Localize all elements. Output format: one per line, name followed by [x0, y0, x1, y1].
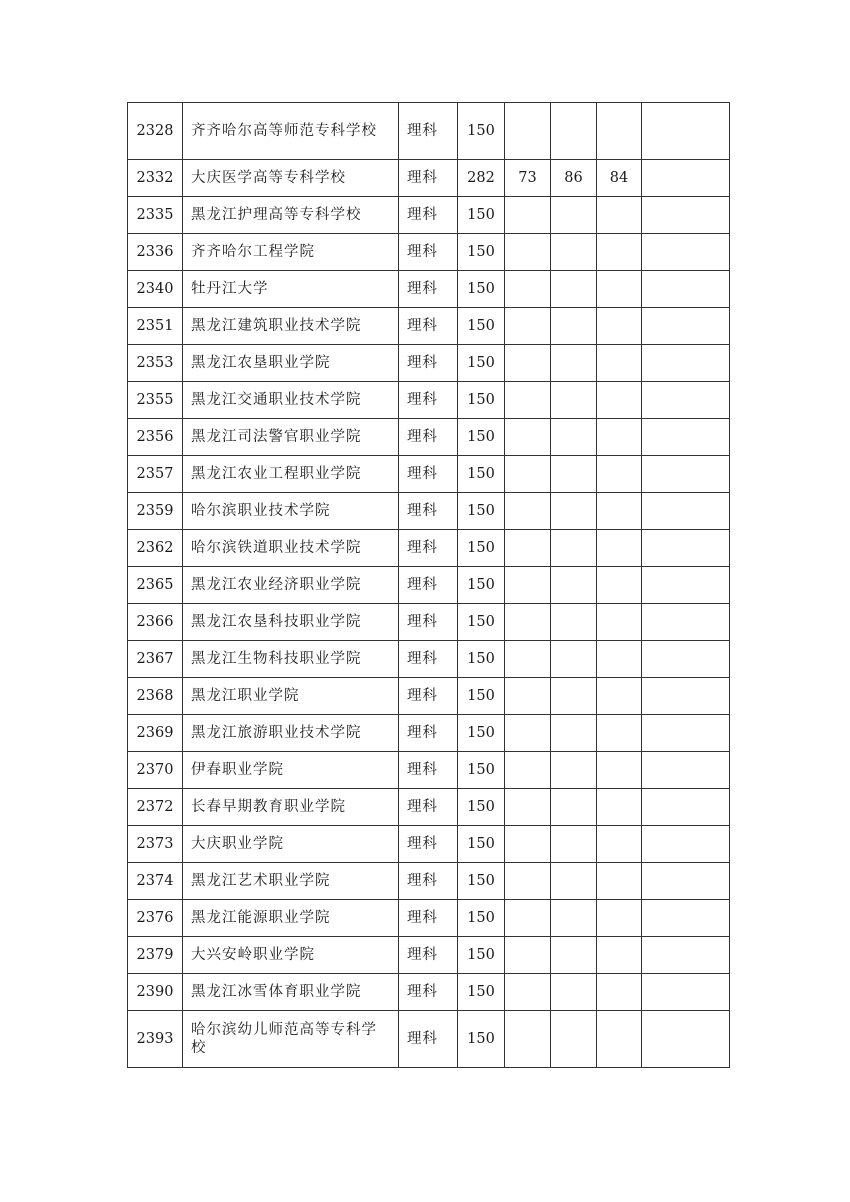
- school-code: 2366: [128, 604, 183, 641]
- value-cell-2: [551, 604, 597, 641]
- value-cell-4: [642, 604, 730, 641]
- table-row: [128, 103, 730, 160]
- score-cell: 150: [458, 678, 505, 715]
- value-cell-2: [551, 1011, 597, 1068]
- value-cell-3: [597, 197, 642, 234]
- table-row: [128, 456, 730, 493]
- table-row: [128, 197, 730, 234]
- table-row: [128, 641, 730, 678]
- school-name: 牡丹江大学: [183, 271, 399, 308]
- school-code: 2374: [128, 863, 183, 900]
- score-cell: 150: [458, 715, 505, 752]
- value-cell-1: [505, 826, 551, 863]
- school-name: 黑龙江艺术职业学院: [183, 863, 399, 900]
- value-cell-1: [505, 308, 551, 345]
- table-row: [128, 382, 730, 419]
- value-cell-1: [505, 789, 551, 826]
- value-cell-1: [505, 604, 551, 641]
- school-name: 哈尔滨幼儿师范高等专科学校: [183, 1011, 399, 1068]
- school-code: 2357: [128, 456, 183, 493]
- value-cell-3: [597, 1011, 642, 1068]
- table-row: [128, 826, 730, 863]
- subject-type: 理科: [399, 826, 458, 863]
- subject-type: 理科: [399, 715, 458, 752]
- score-cell: 150: [458, 197, 505, 234]
- value-cell-3: [597, 456, 642, 493]
- school-code: 2369: [128, 715, 183, 752]
- score-cell: 150: [458, 456, 505, 493]
- value-cell-3: [597, 271, 642, 308]
- table-row: [128, 308, 730, 345]
- score-cell: 150: [458, 530, 505, 567]
- school-name: 黑龙江能源职业学院: [183, 900, 399, 937]
- value-cell-1: [505, 456, 551, 493]
- value-cell-1: [505, 419, 551, 456]
- school-code: 2335: [128, 197, 183, 234]
- value-cell-3: [597, 678, 642, 715]
- value-cell-1: [505, 271, 551, 308]
- value-cell-1: [505, 678, 551, 715]
- value-cell-4: [642, 752, 730, 789]
- value-cell-3: [597, 974, 642, 1011]
- school-code: 2355: [128, 382, 183, 419]
- school-code: 2367: [128, 641, 183, 678]
- score-cell: 150: [458, 1011, 505, 1068]
- value-cell-4: [642, 456, 730, 493]
- value-cell-2: [551, 271, 597, 308]
- value-cell-2: [551, 863, 597, 900]
- table-row: [128, 345, 730, 382]
- value-cell-2: [551, 900, 597, 937]
- subject-type: 理科: [399, 271, 458, 308]
- value-cell-2: [551, 826, 597, 863]
- value-cell-3: [597, 863, 642, 900]
- value-cell-2: [551, 197, 597, 234]
- value-cell-1: [505, 345, 551, 382]
- value-cell-1: [505, 937, 551, 974]
- school-name: 黑龙江农业经济职业学院: [183, 567, 399, 604]
- subject-type: 理科: [399, 493, 458, 530]
- school-name: 黑龙江冰雪体育职业学院: [183, 974, 399, 1011]
- subject-type: 理科: [399, 863, 458, 900]
- value-cell-2: [551, 641, 597, 678]
- value-cell-3: [597, 567, 642, 604]
- value-cell-3: [597, 234, 642, 271]
- value-cell-2: [551, 974, 597, 1011]
- score-cell: 282: [458, 160, 505, 197]
- value-cell-4: [642, 530, 730, 567]
- school-name: 黑龙江生物科技职业学院: [183, 641, 399, 678]
- value-cell-4: [642, 567, 730, 604]
- value-cell-4: [642, 103, 730, 160]
- score-cell: 150: [458, 308, 505, 345]
- table-row: [128, 789, 730, 826]
- school-code: 2340: [128, 271, 183, 308]
- value-cell-1: [505, 715, 551, 752]
- score-cell: 150: [458, 382, 505, 419]
- value-cell-2: [551, 530, 597, 567]
- school-code: 2353: [128, 345, 183, 382]
- table-row: [128, 900, 730, 937]
- table-row: [128, 160, 730, 197]
- score-cell: 150: [458, 103, 505, 160]
- admission-score-table: [127, 102, 730, 1068]
- value-cell-2: 86: [551, 160, 597, 197]
- subject-type: 理科: [399, 678, 458, 715]
- value-cell-3: [597, 641, 642, 678]
- value-cell-4: [642, 197, 730, 234]
- subject-type: 理科: [399, 197, 458, 234]
- value-cell-2: [551, 789, 597, 826]
- subject-type: 理科: [399, 103, 458, 160]
- subject-type: 理科: [399, 160, 458, 197]
- value-cell-3: [597, 826, 642, 863]
- table-row: [128, 1011, 730, 1068]
- subject-type: 理科: [399, 234, 458, 271]
- score-cell: 150: [458, 974, 505, 1011]
- value-cell-1: [505, 974, 551, 1011]
- subject-type: 理科: [399, 937, 458, 974]
- value-cell-1: [505, 752, 551, 789]
- subject-type: 理科: [399, 456, 458, 493]
- value-cell-3: [597, 789, 642, 826]
- value-cell-2: [551, 234, 597, 271]
- school-code: 2328: [128, 103, 183, 160]
- value-cell-4: [642, 789, 730, 826]
- value-cell-4: [642, 900, 730, 937]
- school-code: 2370: [128, 752, 183, 789]
- value-cell-2: [551, 456, 597, 493]
- value-cell-2: [551, 567, 597, 604]
- score-cell: 150: [458, 567, 505, 604]
- school-name: 黑龙江农垦职业学院: [183, 345, 399, 382]
- score-cell: 150: [458, 641, 505, 678]
- school-code: 2372: [128, 789, 183, 826]
- value-cell-2: [551, 715, 597, 752]
- school-name: 哈尔滨铁道职业技术学院: [183, 530, 399, 567]
- school-code: 2332: [128, 160, 183, 197]
- value-cell-3: [597, 900, 642, 937]
- subject-type: 理科: [399, 345, 458, 382]
- value-cell-3: [597, 382, 642, 419]
- score-cell: 150: [458, 752, 505, 789]
- school-code: 2359: [128, 493, 183, 530]
- school-name: 齐齐哈尔工程学院: [183, 234, 399, 271]
- subject-type: 理科: [399, 900, 458, 937]
- school-code: 2336: [128, 234, 183, 271]
- value-cell-3: [597, 493, 642, 530]
- score-cell: 150: [458, 900, 505, 937]
- score-cell: 150: [458, 826, 505, 863]
- table-row: [128, 419, 730, 456]
- table-row: [128, 863, 730, 900]
- value-cell-1: [505, 197, 551, 234]
- table-row: [128, 715, 730, 752]
- school-name: 黑龙江交通职业技术学院: [183, 382, 399, 419]
- value-cell-2: [551, 308, 597, 345]
- subject-type: 理科: [399, 974, 458, 1011]
- school-code: 2373: [128, 826, 183, 863]
- school-name: 长春早期教育职业学院: [183, 789, 399, 826]
- subject-type: 理科: [399, 530, 458, 567]
- value-cell-2: [551, 937, 597, 974]
- value-cell-1: [505, 863, 551, 900]
- subject-type: 理科: [399, 308, 458, 345]
- school-name: 大兴安岭职业学院: [183, 937, 399, 974]
- score-cell: 150: [458, 234, 505, 271]
- value-cell-3: [597, 419, 642, 456]
- school-code: 2351: [128, 308, 183, 345]
- subject-type: 理科: [399, 1011, 458, 1068]
- value-cell-2: [551, 345, 597, 382]
- value-cell-2: [551, 419, 597, 456]
- value-cell-3: [597, 752, 642, 789]
- school-name: 哈尔滨职业技术学院: [183, 493, 399, 530]
- school-name: 伊春职业学院: [183, 752, 399, 789]
- subject-type: 理科: [399, 752, 458, 789]
- school-code: 2393: [128, 1011, 183, 1068]
- subject-type: 理科: [399, 604, 458, 641]
- school-code: 2368: [128, 678, 183, 715]
- score-cell: 150: [458, 863, 505, 900]
- school-code: 2390: [128, 974, 183, 1011]
- value-cell-3: [597, 715, 642, 752]
- value-cell-4: [642, 826, 730, 863]
- value-cell-2: [551, 678, 597, 715]
- value-cell-4: [642, 493, 730, 530]
- school-name: 齐齐哈尔高等师范专科学校: [183, 103, 399, 160]
- table-body: [128, 103, 730, 1068]
- value-cell-3: [597, 103, 642, 160]
- value-cell-1: [505, 641, 551, 678]
- score-cell: 150: [458, 419, 505, 456]
- value-cell-4: [642, 715, 730, 752]
- score-cell: 150: [458, 604, 505, 641]
- table-row: [128, 974, 730, 1011]
- table-row: [128, 567, 730, 604]
- score-cell: 150: [458, 493, 505, 530]
- value-cell-1: [505, 234, 551, 271]
- value-cell-3: [597, 530, 642, 567]
- table-row: [128, 937, 730, 974]
- score-cell: 150: [458, 271, 505, 308]
- value-cell-4: [642, 419, 730, 456]
- value-cell-1: 73: [505, 160, 551, 197]
- value-cell-1: [505, 1011, 551, 1068]
- subject-type: 理科: [399, 419, 458, 456]
- value-cell-1: [505, 493, 551, 530]
- value-cell-3: 84: [597, 160, 642, 197]
- school-code: 2379: [128, 937, 183, 974]
- school-name: 黑龙江农垦科技职业学院: [183, 604, 399, 641]
- value-cell-1: [505, 900, 551, 937]
- value-cell-1: [505, 382, 551, 419]
- school-code: 2356: [128, 419, 183, 456]
- school-code: 2362: [128, 530, 183, 567]
- value-cell-4: [642, 308, 730, 345]
- value-cell-2: [551, 493, 597, 530]
- school-name: 黑龙江旅游职业技术学院: [183, 715, 399, 752]
- subject-type: 理科: [399, 382, 458, 419]
- school-name: 黑龙江职业学院: [183, 678, 399, 715]
- table-row: [128, 234, 730, 271]
- school-name: 大庆职业学院: [183, 826, 399, 863]
- subject-type: 理科: [399, 567, 458, 604]
- value-cell-4: [642, 160, 730, 197]
- value-cell-4: [642, 271, 730, 308]
- score-cell: 150: [458, 345, 505, 382]
- school-code: 2365: [128, 567, 183, 604]
- value-cell-4: [642, 678, 730, 715]
- score-cell: 150: [458, 789, 505, 826]
- value-cell-3: [597, 345, 642, 382]
- value-cell-3: [597, 308, 642, 345]
- value-cell-3: [597, 604, 642, 641]
- school-name: 黑龙江护理高等专科学校: [183, 197, 399, 234]
- value-cell-4: [642, 382, 730, 419]
- value-cell-1: [505, 567, 551, 604]
- table-row: [128, 493, 730, 530]
- subject-type: 理科: [399, 789, 458, 826]
- school-code: 2376: [128, 900, 183, 937]
- value-cell-4: [642, 234, 730, 271]
- value-cell-4: [642, 974, 730, 1011]
- school-name: 黑龙江司法警官职业学院: [183, 419, 399, 456]
- value-cell-1: [505, 103, 551, 160]
- value-cell-4: [642, 345, 730, 382]
- table-row: [128, 752, 730, 789]
- table-row: [128, 678, 730, 715]
- score-cell: 150: [458, 937, 505, 974]
- value-cell-4: [642, 1011, 730, 1068]
- value-cell-2: [551, 752, 597, 789]
- subject-type: 理科: [399, 641, 458, 678]
- value-cell-2: [551, 103, 597, 160]
- school-name: 大庆医学高等专科学校: [183, 160, 399, 197]
- table-row: [128, 530, 730, 567]
- school-name: 黑龙江建筑职业技术学院: [183, 308, 399, 345]
- value-cell-2: [551, 382, 597, 419]
- value-cell-4: [642, 641, 730, 678]
- table-row: [128, 271, 730, 308]
- value-cell-3: [597, 937, 642, 974]
- value-cell-4: [642, 937, 730, 974]
- value-cell-1: [505, 530, 551, 567]
- table-row: [128, 604, 730, 641]
- school-name: 黑龙江农业工程职业学院: [183, 456, 399, 493]
- value-cell-4: [642, 863, 730, 900]
